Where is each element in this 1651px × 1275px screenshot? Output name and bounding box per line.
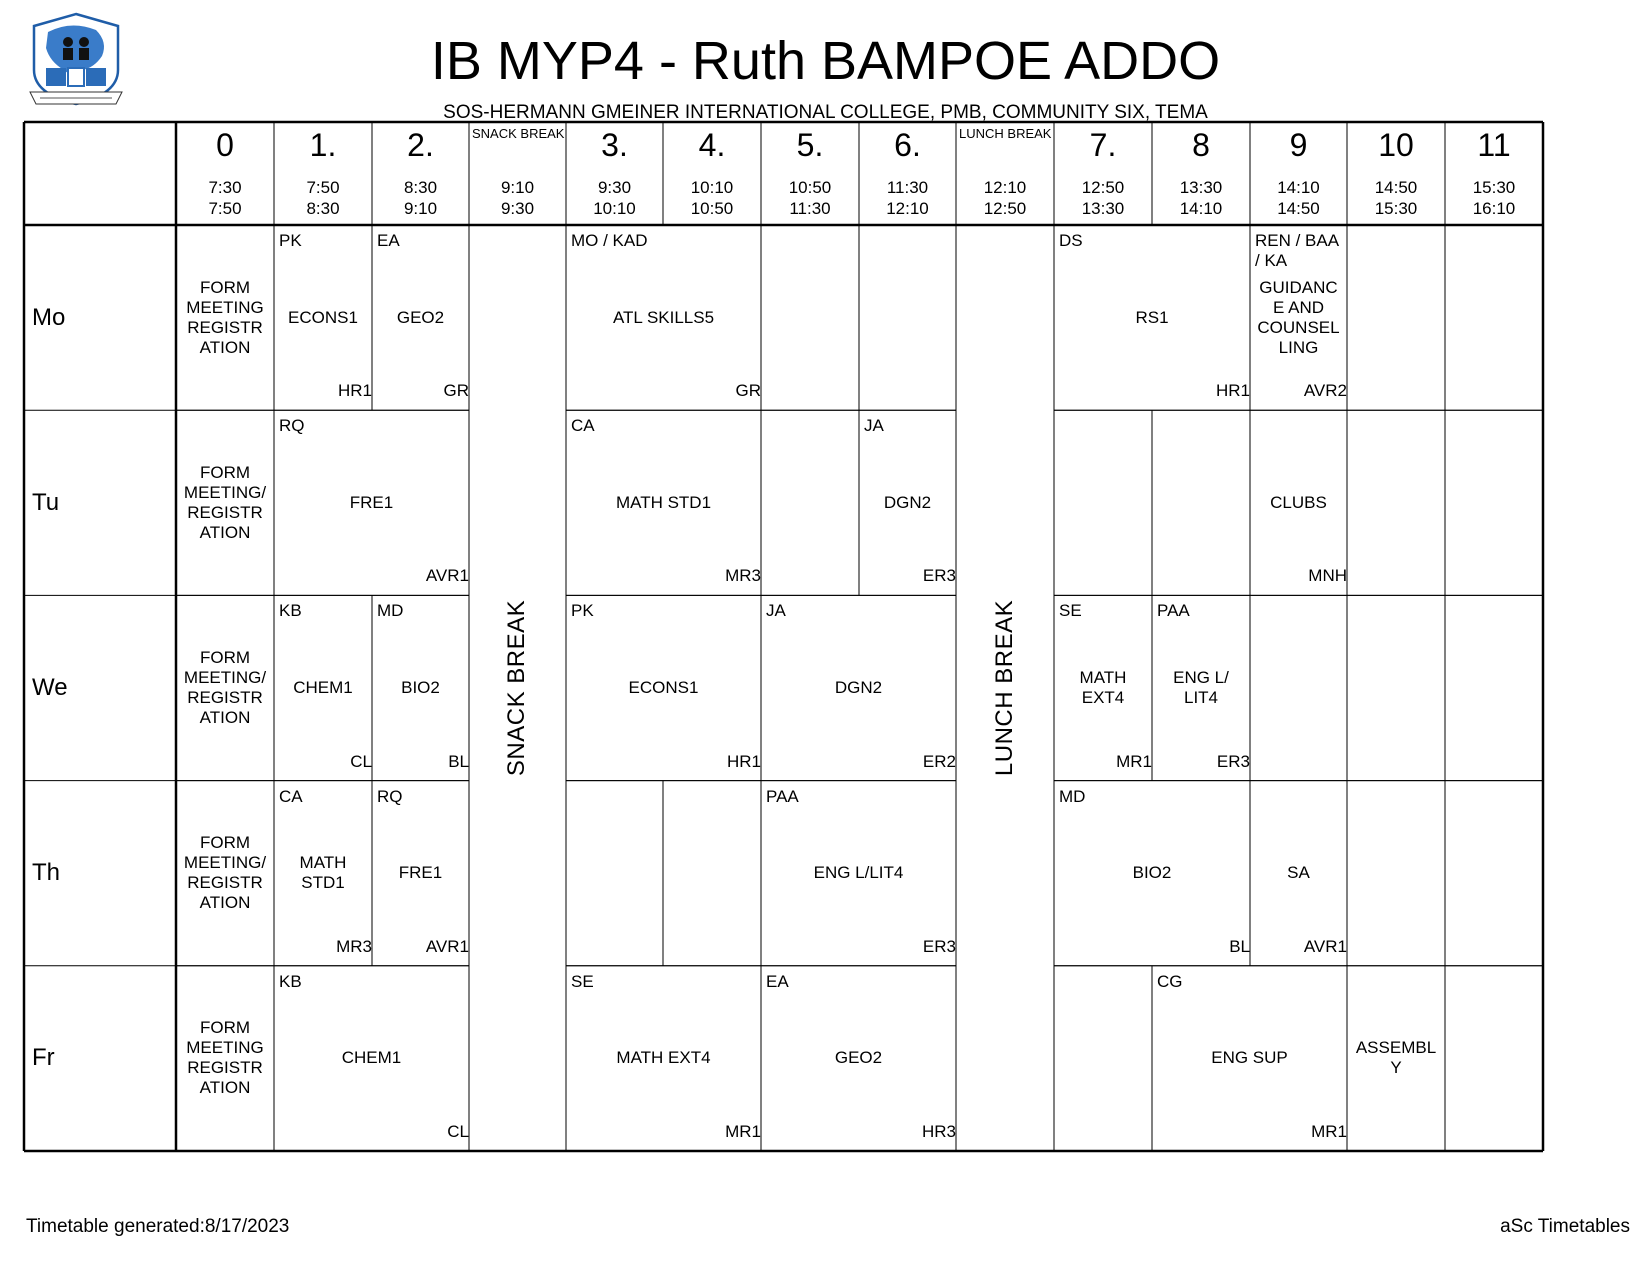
lesson-subject: RS1 — [1135, 307, 1169, 327]
lesson-subject: FRE1 — [349, 492, 394, 512]
lesson-teacher: SE — [571, 971, 594, 991]
lesson-teacher: PK — [571, 601, 594, 621]
period-end-time: 10:10 — [593, 199, 636, 218]
lesson-room: MR3 — [336, 936, 372, 956]
lesson-subject: BIO2 — [1132, 863, 1172, 883]
period-number: 7. — [1089, 127, 1117, 163]
period-number: 1. — [309, 127, 337, 163]
period-start-time: 15:30 — [1472, 178, 1516, 197]
lesson-subject: BIO2 — [401, 677, 440, 697]
lesson-subject: MATH EXT4 — [1079, 667, 1127, 707]
period-end-time: 8:30 — [306, 199, 340, 218]
lesson-room: CL — [350, 751, 372, 771]
lesson-room: AVR1 — [425, 566, 469, 586]
lesson-room: HR3 — [921, 1122, 956, 1141]
period-number: 2. — [407, 127, 434, 163]
lesson-subject: FORM MEETING/ REGISTR ATION — [183, 647, 267, 727]
lesson-subject: MATH STD1 — [299, 853, 347, 893]
lesson-teacher: EA — [377, 231, 400, 250]
period-end-time: 12:10 — [886, 199, 929, 218]
period-start-time: 9:30 — [597, 178, 632, 197]
lesson-subject: MATH EXT4 — [616, 1048, 711, 1068]
lesson-room: HR1 — [337, 381, 372, 401]
lesson-teacher: EA — [766, 971, 789, 991]
lesson-teacher: KB — [279, 971, 302, 991]
lesson-room: ER3 — [922, 936, 956, 956]
lesson-subject: FORM MEETING/ REGISTR ATION — [183, 833, 267, 913]
lesson-room: ER3 — [922, 566, 956, 586]
lesson-room: AVR1 — [1303, 936, 1347, 956]
period-end-time: 13:30 — [1081, 199, 1125, 218]
lesson-subject: CLUBS — [1270, 492, 1327, 512]
lesson-room: MR1 — [1116, 751, 1152, 771]
lesson-teacher: JA — [766, 601, 786, 621]
lesson-room: BL — [448, 751, 469, 771]
lesson-room: CL — [447, 1122, 469, 1141]
period-end-time: 9:30 — [500, 199, 535, 218]
lesson-subject: FORM MEETING REGISTR ATION — [186, 1018, 264, 1098]
lesson-teacher: SE — [1059, 601, 1082, 621]
lesson-subject: DGN2 — [883, 492, 932, 512]
lesson-room: AVR2 — [1303, 381, 1347, 401]
lesson-room: GR — [443, 381, 469, 401]
lesson-subject: DGN2 — [834, 677, 883, 697]
lesson-room: MR3 — [725, 566, 761, 586]
lesson-subject: ATL SKILLS5 — [612, 307, 715, 327]
lesson-teacher: PAA — [766, 786, 799, 806]
period-end-time: 15:30 — [1374, 199, 1418, 218]
lesson-room: HR1 — [1215, 381, 1250, 401]
lesson-subject: FRE1 — [398, 863, 443, 883]
period-start-time: 9:10 — [500, 178, 535, 197]
lesson-subject: ENG SUP — [1211, 1048, 1288, 1068]
break-label-text: LUNCH BREAK — [991, 599, 1018, 777]
period-start-time: 7:30 — [208, 178, 242, 197]
lesson-subject: GEO2 — [396, 307, 445, 327]
day-label: Tu — [32, 488, 60, 516]
lesson-teacher: MD — [377, 601, 404, 621]
period-number: 3. — [601, 127, 628, 163]
day-label: We — [32, 674, 68, 701]
period-start-time: 14:50 — [1374, 178, 1418, 197]
period-start-time: 8:30 — [403, 178, 438, 197]
period-start-time: 12:50 — [1081, 178, 1125, 197]
period-end-time: 14:50 — [1277, 199, 1320, 218]
period-start-time: 7:50 — [306, 178, 340, 197]
lesson-teacher: MO / KAD — [571, 231, 648, 250]
lesson-teacher: MD — [1059, 786, 1086, 806]
lesson-teacher: JA — [864, 416, 884, 436]
lesson-room: MNH — [1308, 566, 1347, 586]
school-address: SOS-HERMANN GMEINER INTERNATIONAL COLLEGE, PMB, COMMUNITY SIX, TEMA — [443, 102, 1208, 123]
lesson-subject: FORM MEETING/ REGISTR ATION — [183, 462, 267, 542]
page-title: IB MYP4 - Ruth BAMPOE ADDO — [430, 31, 1221, 91]
period-end-time: 7:50 — [208, 199, 242, 218]
software-credit: aSc Timetables — [1500, 1216, 1630, 1237]
period-start-time: 11:30 — [886, 178, 929, 197]
period-end-time: 16:10 — [1472, 199, 1516, 218]
day-label: Fr — [32, 1044, 55, 1072]
period-header-break-label: SNACK BREAK — [472, 126, 565, 141]
period-number: 11 — [1477, 127, 1511, 163]
lesson-room: ER3 — [1216, 751, 1250, 771]
period-start-time: 10:50 — [788, 178, 832, 197]
lesson-room: MR1 — [1311, 1122, 1347, 1141]
lesson-room: MR1 — [725, 1122, 761, 1141]
lesson-subject: CHEM1 — [341, 1048, 402, 1068]
lesson-teacher: REN / BAA / KA — [1255, 231, 1339, 270]
lesson-teacher: RQ — [377, 786, 403, 806]
lesson-room: AVR1 — [425, 936, 469, 956]
period-start-time: 10:10 — [690, 178, 734, 197]
lesson-subject: ENG L/ LIT4 — [1173, 667, 1229, 707]
lesson-teacher: RQ — [279, 416, 305, 436]
lesson-subject: GUIDANC E AND COUNSEL LING — [1257, 277, 1340, 357]
day-label: Th — [32, 859, 61, 887]
period-end-time: 14:10 — [1179, 199, 1223, 218]
period-start-time: 14:10 — [1277, 178, 1320, 197]
day-label: Mo — [32, 303, 66, 331]
lesson-subject: FORM MEETING REGISTR ATION — [186, 277, 264, 357]
lesson-subject: ENG L/LIT4 — [813, 863, 904, 883]
period-start-time: 12:10 — [983, 178, 1027, 197]
snack-break-vertical-label — [469, 225, 566, 1151]
period-number: 0 — [216, 127, 234, 163]
period-end-time: 9:10 — [403, 199, 438, 218]
period-header-break-label: LUNCH BREAK — [959, 126, 1052, 141]
period-start-time: 13:30 — [1179, 178, 1223, 197]
period-number: 6. — [894, 127, 921, 163]
lesson-teacher: KB — [279, 601, 302, 621]
generated-date: Timetable generated:8/17/2023 — [26, 1216, 290, 1237]
lesson-room: HR1 — [726, 751, 761, 771]
lesson-subject: GEO2 — [834, 1048, 883, 1068]
period-number: 10 — [1378, 127, 1414, 163]
lesson-teacher: CA — [279, 786, 303, 806]
period-end-time: 10:50 — [690, 199, 734, 218]
lesson-teacher: PK — [279, 231, 302, 250]
lesson-teacher: DS — [1059, 231, 1083, 250]
lesson-room: GR — [735, 381, 761, 401]
lesson-subject: MATH STD1 — [615, 492, 712, 512]
lunch-break-vertical-label — [956, 225, 1054, 1151]
break-label-text: SNACK BREAK — [503, 599, 531, 777]
lesson-subject: ECONS1 — [288, 307, 358, 327]
period-number: 9 — [1289, 127, 1308, 163]
lesson-subject: ASSEMBL Y — [1355, 1038, 1437, 1078]
period-end-time: 12:50 — [983, 199, 1027, 218]
lesson-teacher: CA — [571, 416, 595, 436]
lesson-teacher: PAA — [1157, 601, 1190, 621]
lesson-subject: CHEM1 — [293, 677, 353, 697]
period-number: 5. — [796, 127, 824, 163]
lesson-teacher: CG — [1157, 971, 1183, 991]
period-end-time: 11:30 — [789, 199, 831, 218]
lesson-subject: SA — [1287, 863, 1310, 883]
lesson-subject: ECONS1 — [628, 677, 699, 697]
period-number: 4. — [698, 127, 726, 163]
period-number: 8 — [1192, 127, 1210, 163]
lesson-room: ER2 — [922, 751, 956, 771]
lesson-room: BL — [1229, 936, 1250, 956]
